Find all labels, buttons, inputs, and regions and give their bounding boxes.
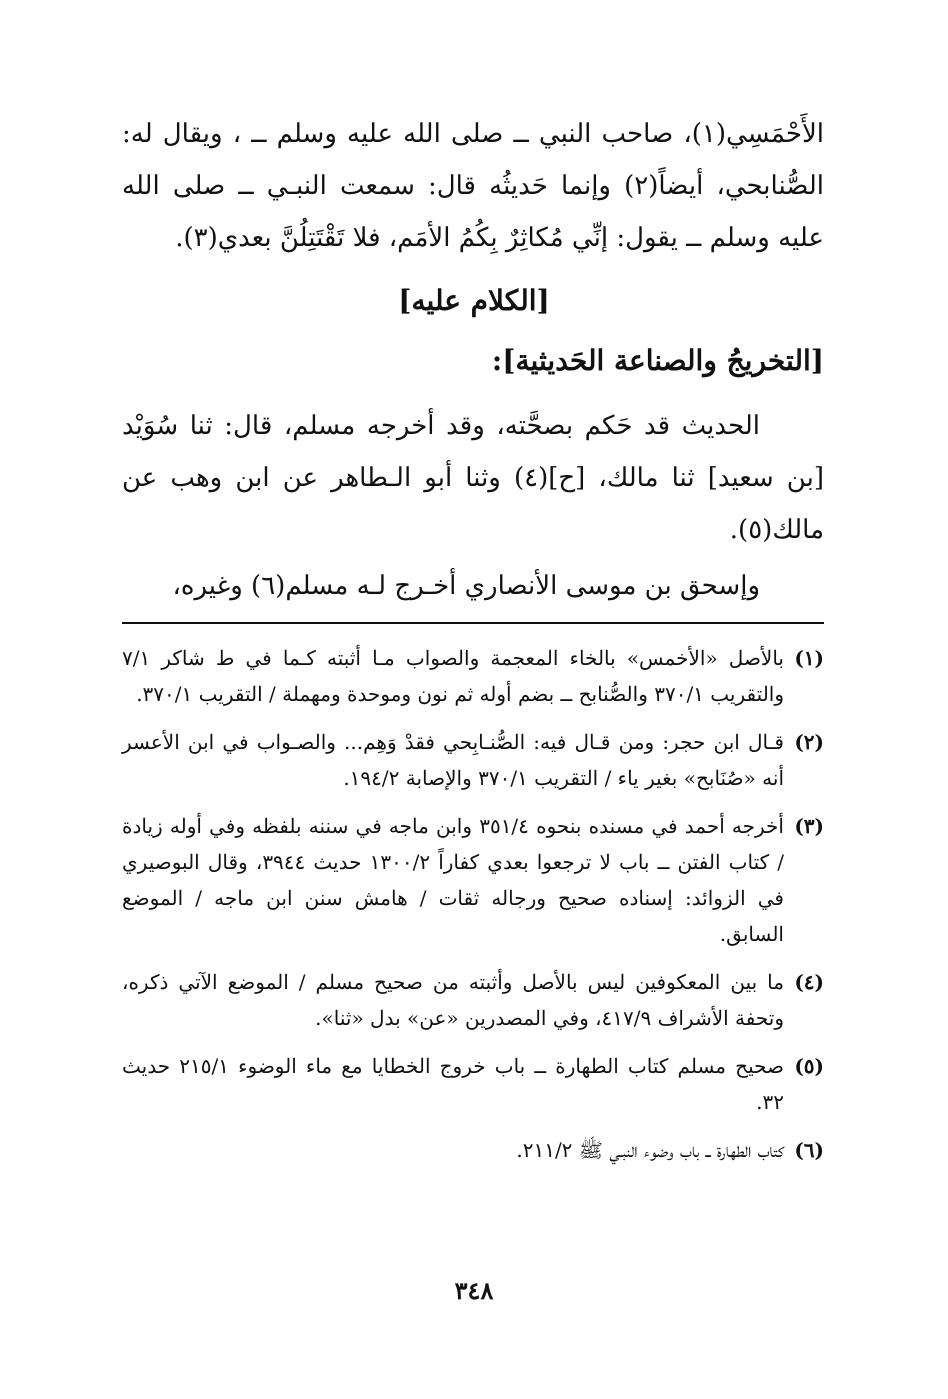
intro-text: الأَحْمَسِي(١)، صاحب النبي ــ صلى الله عليه وسلم ــ ، ويقال له: الصُّنابحي، أيضاً(٢) وإنما حَديثُه قال: سمعت النبـي ــ صلى الله عليه وسلم ــ يقول: إنِّي مُكاثِرٌ بِكُمُ الأمَم، فلا تَقْتَتِلُنَّ بعدي(٣). [122, 119, 824, 253]
footnote-3 [122, 808, 824, 952]
footnote-text: كتاب الطهارة ــ باب وضوء النبـي ﷺ ٢١١/٢. [516, 1138, 784, 1162]
footnote-6 [122, 1132, 824, 1168]
footnote-1 [122, 640, 824, 712]
footnotes [122, 640, 824, 1180]
footnote-text: أخرجه أحمد في مسنده بنحوه ٣٥١/٤ وابن ماجه في سننه بلفظه وفي أوله زيادة / كتاب الفتن ــ باب لا ترجعوا بعدي كفاراً ١٣٠٠/٢ حديث ٣٩٤٤، وقال البوصيري في الزوائد: إسناده صحيح ورجاله ثقات / هامش سنن ابن ماجه / الموضع السابق. [122, 814, 784, 946]
footnote-2 [122, 724, 824, 796]
footnote-number: (١) [794, 646, 824, 670]
footnote-5 [122, 1048, 824, 1120]
footnote-number: (٦) [794, 1138, 824, 1162]
footnote-number: (٤) [794, 970, 824, 994]
page-number: ٣٤٨ [454, 1276, 494, 1305]
body-paragraph [122, 400, 824, 556]
footnote-text: ما بين المعكوفين ليس بالأصل وأثبته من صحيح مسلم / الموضع الآتي ذكره، وتحفة الأشراف ٤١٧/٩، وفي المصدرين «عن» بدل «ثنا». [122, 970, 784, 1030]
footnote-number: (٥) [794, 1054, 824, 1078]
footnote-number: (٢) [794, 730, 824, 754]
footnote-4 [122, 964, 824, 1036]
footnote-divider [122, 622, 824, 624]
footnote-text: بالأصل «الأخمس» بالخاء المعجمة والصواب مـا أثبته كـما في ط شاكر ٧/١ والتقريب ٣٧٠/١ والصُّنابح ــ بضم أوله ثم نون وموحدة ومهملة / التقريب ٣٧٠/١. [122, 646, 784, 706]
body-paragraph-1: الحديث قد حَكم بصحَّته، وقد أخرجه مسلم، قال: ثنا سُوَيْد [بن سعيد] ثنا مالك، [ح](٤) وثنا أبو الـطاهر عن ابن وهب عن مالك(٥). [122, 411, 824, 545]
footnote-number: (٣) [794, 814, 824, 838]
intro-paragraph [122, 108, 824, 264]
footnote-text: صحيح مسلم كتاب الطهارة ــ باب خروج الخطايا مع ماء الوضوء ٢١٥/١ حديث ٣٢. [122, 1054, 784, 1114]
body-paragraph-2: وإسحق بن موسى الأنصاري أخـرج لـه مسلم(٦) وغيره، [172, 571, 760, 601]
section-heading: [الكلام عليه] [398, 284, 550, 317]
subsection-heading: [التخريجُ والصناعة الحَديثية]: [491, 344, 824, 377]
footnote-text: قـال ابن حجر: ومن قـال فيه: الصُّنـابِحي فقدْ وَهِم... والصـواب في ابن الأعسر أنه «صُنَابح» بغير ياء / التقريب ٣٧٠/١ والإصابة ١٩٤/٢. [122, 730, 784, 790]
